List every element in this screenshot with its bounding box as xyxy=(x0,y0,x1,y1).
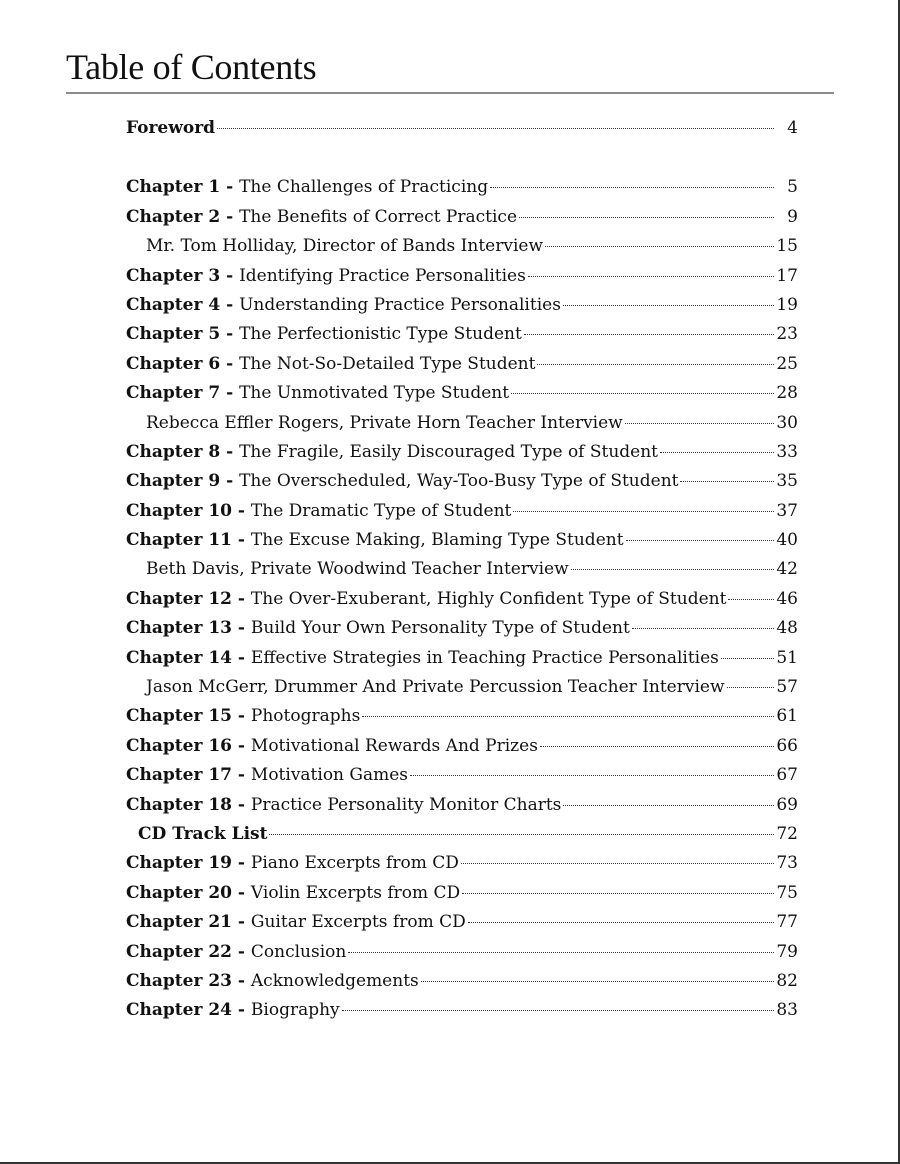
toc-entry-label xyxy=(126,996,340,1025)
toc-entry-label xyxy=(126,320,522,349)
toc-entry-separator: - xyxy=(232,941,251,962)
toc-entry-number: Chapter 17 xyxy=(126,765,232,786)
toc-entry-number: Chapter 11 xyxy=(126,530,232,551)
toc-entry-number: Chapter 4 xyxy=(126,294,221,315)
toc-entry-label xyxy=(126,203,517,232)
toc-entry xyxy=(126,702,798,731)
toc-entry-title: The Benefits of Correct Practice xyxy=(239,206,518,227)
toc-entry-label xyxy=(126,967,419,996)
toc-entry-number: Chapter 7 xyxy=(126,383,221,404)
toc-entry-label xyxy=(126,379,509,408)
toc-entry xyxy=(126,908,798,937)
toc-entry-separator: - xyxy=(220,177,240,198)
toc-entry xyxy=(126,467,798,496)
dot-leader xyxy=(727,687,774,688)
toc-entry-page-number: 46 xyxy=(776,588,798,609)
dot-leader xyxy=(540,746,774,747)
toc-entry-separator: - xyxy=(232,706,251,727)
toc-entry-number: Chapter 6 xyxy=(126,353,221,374)
toc-entry-separator: - xyxy=(220,265,240,286)
toc-entry-separator: - xyxy=(232,765,251,786)
toc-entry-number: Chapter 22 xyxy=(126,941,232,962)
toc-entry-label xyxy=(126,938,346,967)
toc-entry-page-number: 57 xyxy=(776,677,798,698)
toc-entry xyxy=(126,438,798,467)
toc-entry-title: Rebecca Effler Rogers, Private Horn Teacher Interview xyxy=(146,412,623,433)
toc-entry-page-number: 42 xyxy=(776,559,798,580)
toc-entry-separator: - xyxy=(220,383,240,404)
dot-leader xyxy=(728,599,774,600)
toc-entry-label xyxy=(126,908,466,937)
toc-entry-page-number: 4 xyxy=(787,118,798,138)
dot-leader xyxy=(269,834,774,835)
dot-leader xyxy=(625,423,774,424)
toc-entry-title: Effective Strategies in Teaching Practice Personalities xyxy=(250,647,719,668)
toc-entry-number: Chapter 15 xyxy=(126,706,232,727)
toc-entry-number: Chapter 2 xyxy=(126,206,221,227)
toc-entry-separator: - xyxy=(220,353,240,374)
toc-entry xyxy=(126,879,798,908)
toc-entry-page-number: 51 xyxy=(776,647,798,668)
toc-entry-label xyxy=(126,585,726,614)
toc-entry-label xyxy=(126,291,561,320)
toc-entry-title: The Not-So-Detailed Type Student xyxy=(239,353,536,374)
toc-entry xyxy=(126,497,798,526)
toc-entry-number: Chapter 5 xyxy=(126,324,221,345)
toc-entry-label xyxy=(126,849,459,878)
toc-entry xyxy=(126,350,798,379)
toc-entry-separator: - xyxy=(220,206,240,227)
dot-leader xyxy=(571,569,774,570)
toc-entry-number: Chapter 13 xyxy=(126,618,232,639)
toc-entry-page-number: 83 xyxy=(776,1000,798,1021)
toc-entry-separator: - xyxy=(220,441,240,462)
toc-entry-label xyxy=(126,761,408,790)
toc-entry-separator: - xyxy=(232,618,251,639)
dot-leader xyxy=(563,305,774,306)
toc-entry-separator: - xyxy=(232,530,251,551)
toc-entry xyxy=(126,644,798,673)
toc-entry-page-number: 5 xyxy=(787,177,798,198)
toc-entry-number: CD Track List xyxy=(138,823,268,844)
toc-entry-number: Chapter 8 xyxy=(126,441,221,462)
toc-entry-label xyxy=(146,673,725,702)
toc-entry-separator: - xyxy=(220,324,240,345)
toc-entry-label xyxy=(126,614,630,643)
toc-entry xyxy=(126,996,798,1025)
toc-entry-separator: - xyxy=(232,735,251,756)
toc-entry-separator: - xyxy=(232,500,251,521)
toc-entry xyxy=(126,732,798,761)
toc-entry-separator: - xyxy=(232,970,251,991)
toc-entry-title: The Over-Exuberant, Highly Confident Type of Student xyxy=(250,588,727,609)
toc-entry-number: Chapter 1 xyxy=(126,177,221,198)
toc-entry xyxy=(126,555,798,584)
toc-entry-page-number: 33 xyxy=(776,441,798,462)
dot-leader xyxy=(511,393,774,394)
toc-entry-label xyxy=(126,467,678,496)
toc-entry-title: The Overscheduled, Way-Too-Busy Type of Student xyxy=(239,471,679,492)
toc-entry-page-number: 9 xyxy=(787,206,798,227)
toc-entry xyxy=(126,614,798,643)
toc-entry-page-number: 61 xyxy=(776,706,798,727)
toc-entry-page-number: 66 xyxy=(776,735,798,756)
dot-leader xyxy=(348,952,774,953)
toc-entry xyxy=(126,320,798,349)
toc-entry-page-number: 82 xyxy=(776,970,798,991)
toc-entry-title: The Dramatic Type of Student xyxy=(250,500,512,521)
dot-leader xyxy=(217,128,774,129)
toc-entry-page-number: 73 xyxy=(776,853,798,874)
toc-entry-page-number: 40 xyxy=(776,530,798,551)
toc-entry xyxy=(126,967,798,996)
title-divider xyxy=(66,92,834,94)
toc-entry-label xyxy=(138,820,267,849)
toc-entry xyxy=(126,232,798,261)
toc-entry-label xyxy=(146,232,543,261)
dot-leader xyxy=(421,981,774,982)
toc-entry-page-number: 77 xyxy=(776,912,798,933)
toc-entry xyxy=(126,791,798,820)
toc-entry-page-number: 79 xyxy=(776,941,798,962)
toc-entry-label xyxy=(126,497,511,526)
toc-entry xyxy=(126,938,798,967)
toc-entry-label xyxy=(126,791,561,820)
toc-entry-number: Chapter 3 xyxy=(126,265,221,286)
toc-entry xyxy=(126,820,798,849)
toc-entry-number: Chapter 23 xyxy=(126,970,232,991)
toc-entry-page-number: 25 xyxy=(776,353,798,374)
dot-leader xyxy=(537,364,774,365)
toc-entry-title: Understanding Practice Personalities xyxy=(239,294,561,315)
toc-entry-separator: - xyxy=(232,588,251,609)
dot-leader xyxy=(519,217,774,218)
page-title: Table of Contents xyxy=(66,47,317,87)
dot-leader xyxy=(490,187,774,188)
toc-entry-separator: - xyxy=(232,647,251,668)
toc-entry-number: Chapter 12 xyxy=(126,588,232,609)
toc-entry-title: Biography xyxy=(250,1000,340,1021)
toc-entry-label xyxy=(146,555,569,584)
toc-entry-title: The Fragile, Easily Discouraged Type of Student xyxy=(239,441,659,462)
dot-leader xyxy=(660,452,774,453)
toc-entry xyxy=(126,761,798,790)
toc-entry-title: Build Your Own Personality Type of Student xyxy=(250,618,630,639)
toc-entry-page-number: 67 xyxy=(776,765,798,786)
toc-entry-page-number: 72 xyxy=(776,823,798,844)
toc-entry-page-number: 15 xyxy=(776,236,798,257)
toc-entry-page-number: 48 xyxy=(776,618,798,639)
toc-entry-number: Chapter 19 xyxy=(126,853,232,874)
toc-entry-page-number: 75 xyxy=(776,882,798,903)
toc-entry-title: Beth Davis, Private Woodwind Teacher Interview xyxy=(146,559,569,580)
toc-entry-label xyxy=(126,879,460,908)
toc-entry-separator: - xyxy=(232,853,251,874)
toc-entry xyxy=(126,585,798,614)
toc-entry xyxy=(126,673,798,702)
toc-entry-page-number: 30 xyxy=(776,412,798,433)
toc-entry-title: Identifying Practice Personalities xyxy=(239,265,526,286)
toc-entry-label xyxy=(126,644,719,673)
dot-leader xyxy=(462,893,774,894)
toc-entry-page-number: 23 xyxy=(776,324,798,345)
toc-entry-title: Acknowledgements xyxy=(250,970,419,991)
toc-entry-number: Chapter 21 xyxy=(126,912,232,933)
toc-entry-title: The Unmotivated Type Student xyxy=(239,383,510,404)
toc-entry-title: Guitar Excerpts from CD xyxy=(250,912,466,933)
toc-entry-number: Chapter 24 xyxy=(126,1000,232,1021)
toc-entry-number: Chapter 10 xyxy=(126,500,232,521)
toc-entry xyxy=(126,526,798,555)
dot-leader xyxy=(513,511,774,512)
toc-entry-separator: - xyxy=(220,471,240,492)
toc-entry-number: Chapter 9 xyxy=(126,471,221,492)
dot-leader xyxy=(563,805,774,806)
toc-entry-number: Chapter 16 xyxy=(126,735,232,756)
dot-leader xyxy=(680,481,774,482)
dot-leader xyxy=(410,775,774,776)
toc-entry-label xyxy=(126,350,535,379)
toc-entry-page-number: 28 xyxy=(776,383,798,404)
toc-entry-label xyxy=(126,173,488,202)
toc-entry-title: The Challenges of Practicing xyxy=(239,177,489,198)
toc-entry xyxy=(126,203,798,232)
toc-entry-title: Mr. Tom Holliday, Director of Bands Interview xyxy=(146,236,544,257)
toc-entry xyxy=(126,849,798,878)
toc-entry-page-number: 35 xyxy=(776,471,798,492)
dot-leader xyxy=(626,540,774,541)
toc-entry-title: Violin Excerpts from CD xyxy=(250,882,461,903)
toc-entry-page-number: 19 xyxy=(776,294,798,315)
toc-entry-label xyxy=(126,732,538,761)
toc-entry-separator: - xyxy=(232,1000,251,1021)
toc-entry-title: Motivational Rewards And Prizes xyxy=(250,735,538,756)
toc-entry xyxy=(126,291,798,320)
toc-entry xyxy=(126,114,798,143)
dot-leader xyxy=(468,922,774,923)
toc-entry-separator: - xyxy=(232,794,251,815)
toc-entry-page-number: 69 xyxy=(776,794,798,815)
toc-entry-number: Chapter 20 xyxy=(126,882,232,903)
dot-leader xyxy=(461,863,774,864)
toc-entry xyxy=(126,409,798,438)
toc-entry-title: Piano Excerpts from CD xyxy=(250,853,459,874)
dot-leader xyxy=(524,334,774,335)
toc-entry-title: Motivation Games xyxy=(250,765,409,786)
toc-entry xyxy=(126,379,798,408)
table-of-contents xyxy=(126,114,798,1026)
toc-entry-label xyxy=(126,526,624,555)
toc-entry-label xyxy=(146,409,623,438)
toc-entry-label xyxy=(126,702,360,731)
toc-entry-separator: - xyxy=(220,294,240,315)
toc-entry-title: The Excuse Making, Blaming Type Student xyxy=(250,530,624,551)
toc-entry-number: Foreword xyxy=(126,118,216,138)
toc-entry-title: The Perfectionistic Type Student xyxy=(239,324,522,345)
toc-entry-page-number: 37 xyxy=(776,500,798,521)
toc-entry-label xyxy=(126,438,658,467)
dot-leader xyxy=(632,628,774,629)
toc-entry xyxy=(126,173,798,202)
dot-leader xyxy=(545,246,774,247)
toc-entry-page-number: 17 xyxy=(776,265,798,286)
dot-leader xyxy=(721,658,774,659)
toc-entry-title: Practice Personality Monitor Charts xyxy=(250,794,562,815)
dot-leader xyxy=(528,276,774,277)
toc-entry-separator: - xyxy=(232,912,251,933)
dot-leader xyxy=(342,1010,774,1011)
toc-entry-title: Photographs xyxy=(250,706,361,727)
toc-entry-number: Chapter 18 xyxy=(126,794,232,815)
toc-entry-separator: - xyxy=(232,882,251,903)
toc-entry-title: Conclusion xyxy=(250,941,347,962)
toc-entry xyxy=(126,262,798,291)
dot-leader xyxy=(362,716,774,717)
toc-entry-number: Chapter 14 xyxy=(126,647,232,668)
toc-entry-title: Jason McGerr, Drummer And Private Percussion Teacher Interview xyxy=(146,677,725,698)
toc-entry-label xyxy=(126,262,526,291)
toc-entry-label xyxy=(126,114,215,143)
